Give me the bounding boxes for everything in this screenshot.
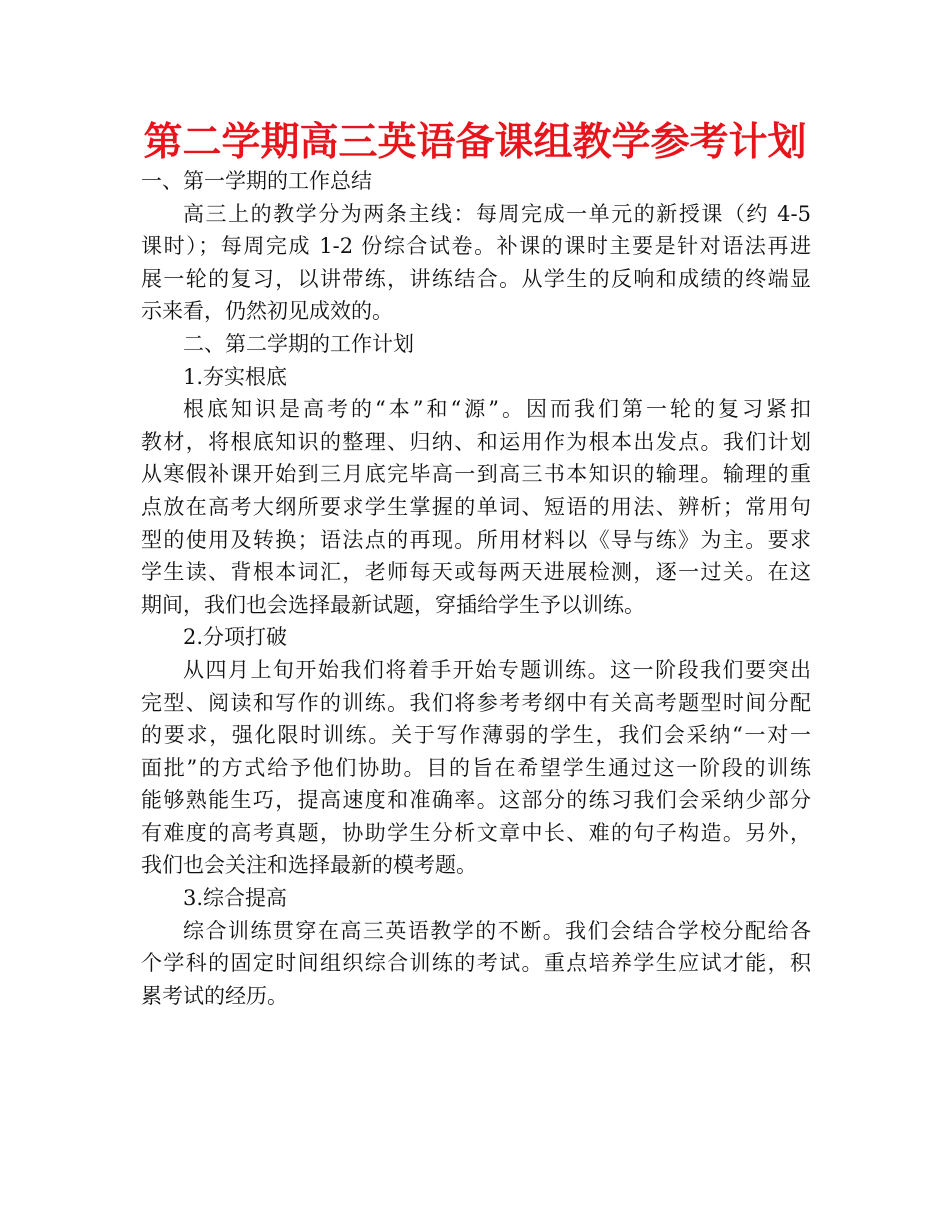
text-line: 型的使用及转换；语法点的再现。所用材料以《导与练》为主。要求 <box>141 527 811 552</box>
text-line: 期间，我们也会选择最新试题，穿插给学生予以训练。 <box>141 592 645 617</box>
text-line: 的要求，强化限时训练。关于写作薄弱的学生，我们会采纳“一对一 <box>141 723 811 748</box>
text-line: 课时）；每周完成 1-2 份综合试卷。补课的课时主要是针对语法再进 <box>141 234 811 259</box>
text-line: 从寒假补课开始到三月底完毕高一到高三书本知识的输理。输理的重 <box>141 462 811 487</box>
text-line: 有难度的高考真题，协助学生分析文章中长、难的句子构造。另外， <box>141 820 811 845</box>
text-line: 3.综合提高 <box>183 886 288 911</box>
text-line: 点放在高考大纲所要求学生掌握的单词、短语的用法、辨析；常用句 <box>141 494 811 519</box>
text-line: 我们也会关注和选择最新的模考题。 <box>141 853 477 878</box>
text-line: 展一轮的复习，以讲带练，讲练结合。从学生的反响和成绩的终端显 <box>141 266 811 291</box>
text-line: 面批”的方式给予他们协助。目的旨在希望学生通过这一阶段的训练 <box>141 755 811 780</box>
document-body <box>141 165 811 1012</box>
text-line: 能够熟能生巧，提高速度和准确率。这部分的练习我们会采纳少部分 <box>141 788 811 813</box>
text-line: 示来看，仍然初见成效的。 <box>141 299 393 324</box>
text-line: 2.分项打破 <box>183 625 288 650</box>
text-line: 教材，将根底知识的整理、归纳、和运用作为根本出发点。我们计划 <box>141 429 811 454</box>
text-line: 累考试的经历。 <box>141 983 288 1008</box>
document-title: 第二学期高三英语备课组教学参考计划 <box>143 120 807 165</box>
text-line: 完型、阅读和写作的训练。我们将参考考纲中有关高考题型时间分配 <box>141 690 811 715</box>
text-line: 高三上的教学分为两条主线：每周完成一单元的新授课（约 4-5 <box>183 201 811 226</box>
text-line: 根底知识是高考的“本”和“源”。因而我们第一轮的复习紧扣 <box>183 397 811 422</box>
text-line: 从四月上旬开始我们将着手开始专题训练。这一阶段我们要突出 <box>183 657 811 682</box>
text-line: 个学科的固定时间组织综合训练的考试。重点培养学生应试才能，积 <box>141 951 811 976</box>
text-line: 二、第二学期的工作计划 <box>183 331 414 356</box>
text-line: 1.夯实根底 <box>183 364 288 389</box>
text-line: 综合训练贯穿在高三英语教学的不断。我们会结合学校分配给各 <box>183 918 811 943</box>
text-line: 一、第一学期的工作总结 <box>141 169 372 193</box>
text-line: 学生读、背根本词汇，老师每天或每两天进展检测，逐一过关。在这 <box>141 560 811 585</box>
